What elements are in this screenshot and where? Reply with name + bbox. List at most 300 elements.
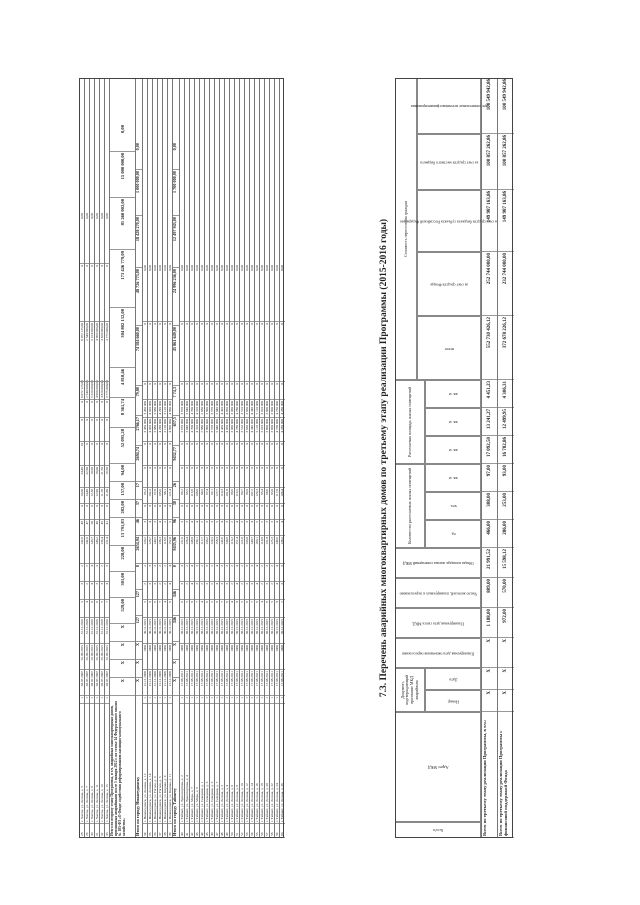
table-cell: 1 [245, 696, 250, 704]
table-cell: 127 [136, 616, 143, 642]
table-cell: 3 450 000 [143, 418, 148, 442]
table-cell: 0 [195, 322, 200, 382]
table-cell: 152,0 [168, 536, 173, 564]
table-cell: 4 [280, 520, 285, 536]
table-cell: 0 [210, 466, 215, 488]
table-cell: 0 [158, 466, 163, 488]
table-cell: 106,4 [280, 488, 285, 504]
table-cell: г. Ханты, ул. Лесная, д. 13 [100, 704, 105, 824]
col-cost-fond [417, 252, 481, 316]
table-cell: г. Тайшет, ул. Лесная, д. 24 [275, 704, 280, 824]
table-cell: 0 [190, 322, 195, 382]
table-cell: 108,0 [195, 488, 200, 504]
table-cell: 96 [173, 518, 180, 536]
table-cell: 0 [90, 442, 95, 466]
table-cell: 17.08.2011 [235, 670, 240, 696]
table-cell: 0 [90, 400, 95, 418]
table-cell: 529,00 [110, 598, 136, 624]
table-cell: 0 [260, 504, 265, 520]
table-cell: 3 600 000 [270, 400, 275, 418]
table-cell: 43 [195, 824, 200, 838]
col-plan-text: Планируемая дата окончания переселения [401, 651, 475, 657]
table-cell: 0 [275, 504, 280, 520]
table-cell: 1000 [280, 644, 285, 670]
table-cell: 0 [265, 466, 270, 488]
table-cell: 0 [265, 442, 270, 466]
table-cell: 0 [85, 504, 90, 520]
table-cell: 0 [95, 400, 100, 418]
table-cell: 0 [148, 466, 153, 488]
table-cell: 50 [230, 824, 235, 838]
table-cell: 1 [255, 696, 260, 704]
table-cell: 3 880 000 [153, 418, 158, 442]
table-cell: 17.08.2011 [195, 670, 200, 696]
table-cell: 17.08.2011 [240, 670, 245, 696]
table-cell: 0 [195, 442, 200, 466]
table-cell: 17.08.2011 [245, 670, 250, 696]
table-cell: 0 [245, 322, 250, 382]
table-cell: 657,5 [173, 416, 180, 446]
group-label: Итого по городу Тайшету [173, 696, 180, 838]
table-row [162, 78, 168, 838]
table-cell: г. Нижнеудинск, ул. Ленина, д. 12 [143, 704, 148, 824]
table-cell: 4 [190, 564, 195, 582]
table-cell: 6 [153, 600, 158, 618]
table-cell: 2 [260, 564, 265, 582]
table-cell: 3 [205, 564, 210, 582]
table-cell: 140,2 [95, 536, 100, 564]
table-cell: 0,00 [163, 264, 168, 322]
table-cell: 131,6 [180, 536, 185, 564]
table-cell: 3 [148, 564, 153, 582]
table-cell: 1 [205, 696, 210, 704]
table-cell: 128,7 [148, 536, 153, 564]
table-cell: 0,00 [148, 264, 153, 322]
table-cell: X [110, 660, 136, 678]
col-pl-a [425, 436, 481, 464]
table-cell: 99,2 [180, 488, 185, 504]
table-cell: 140,5 [153, 536, 158, 564]
table-cell: 151,4 [235, 536, 240, 564]
table-cell: 17.08.2011 [190, 670, 195, 696]
table-cell: 31 [95, 824, 100, 838]
table-cell: 3 [225, 564, 230, 582]
table-cell: 4 [163, 600, 168, 618]
table-cell: 4 780 000 [235, 400, 240, 418]
table-cell: 1 [95, 696, 100, 704]
table-cell: 03.07.2007 [100, 670, 105, 696]
table-cell: 0 [195, 466, 200, 488]
table-cell: 3 640 000 [185, 400, 190, 418]
table-cell: 0 [185, 322, 190, 382]
table-cell: 1 [100, 696, 105, 704]
table-cell: 4 [90, 582, 95, 600]
table-cell: 3 570 000 [210, 418, 215, 442]
table-cell: 47 [85, 520, 90, 536]
table-cell: 143,7 [90, 536, 95, 564]
table-cell: 3 [105, 564, 110, 582]
table-cell: 93,00 [498, 464, 514, 492]
table-cell: 0,00 [235, 264, 240, 322]
table-cell: 0 [105, 442, 110, 466]
table-cell: 4 [235, 520, 240, 536]
group-total-row [172, 78, 180, 838]
table-cell: 228,00 [110, 546, 136, 572]
table-cell: 31.12.2016 [95, 618, 100, 644]
table-cell: 0 [230, 442, 235, 466]
table-cell: г. Тайшет, ул. Северная, д. 3 [205, 704, 210, 824]
table-cell: 30.12.2015 [275, 618, 280, 644]
table-cell: 35 [148, 824, 153, 838]
col-cost-fond-text: за счет средств Фонда [430, 282, 468, 288]
table-cell: 10,00 [80, 488, 85, 504]
table-cell: 8 361,74 [110, 398, 136, 428]
table-cell: 0 [100, 504, 105, 520]
table-cell: 3 900 000 [265, 418, 270, 442]
table-cell: 30.12.2015 [210, 618, 215, 644]
table-cell: 8 [275, 600, 280, 618]
table-cell: 1000 [270, 644, 275, 670]
table-cell: 17.08.2011 [225, 670, 230, 696]
table-cell: 0,00 [105, 212, 110, 264]
table-cell: 1000 [240, 644, 245, 670]
table-cell: 85,4 [260, 488, 265, 504]
table-cell: 3 [185, 520, 190, 536]
table-cell: 1 [148, 696, 153, 704]
table-cell: 0 [190, 382, 195, 400]
table-row [104, 78, 110, 838]
table-cell: 1 [280, 696, 285, 704]
table-row [84, 78, 90, 838]
table-cell: 372 678 226,12 [498, 316, 514, 380]
table-cell: 2 [85, 564, 90, 582]
table-cell: 0 [270, 382, 275, 400]
table-cell: 127,7 [215, 488, 220, 504]
table-cell: 0 [230, 504, 235, 520]
table-cell: 0 [250, 504, 255, 520]
table-cell: 0 [153, 322, 158, 382]
table-cell: 5 [210, 600, 215, 618]
table-cell: 0 [225, 442, 230, 466]
table-cell: 0 [240, 442, 245, 466]
table-cell: 03.07.2007 [105, 670, 110, 696]
table-cell: 0 [85, 400, 90, 418]
table-cell: 1000 [185, 644, 190, 670]
table-cell: 119,5 [235, 488, 240, 504]
table-row [209, 78, 215, 838]
table-cell: 3 120 000 [163, 400, 168, 418]
table-cell: 1000 [220, 644, 225, 670]
table-cell: 0 [100, 400, 105, 418]
table-cell: 5 [185, 600, 190, 618]
table-cell: 45 861 649,00 [173, 326, 180, 386]
table-cell: 93,0 [270, 488, 275, 504]
table-cell: 3 820 000,00 [100, 380, 104, 398]
table-cell: 0 [215, 504, 220, 520]
bottom-table [395, 78, 545, 838]
table-cell: 0 [85, 418, 90, 442]
table-cell: 36 [153, 824, 158, 838]
table-cell: 0,00 [90, 212, 95, 264]
table-cell: 30.12.2015 [280, 618, 285, 644]
table-cell: 6 [225, 600, 230, 618]
table-cell: 32 [100, 824, 105, 838]
table-cell: 34 [143, 824, 148, 838]
table-cell: 01.06.2015 [105, 644, 110, 670]
col-doc-date-text: Дата [449, 677, 457, 683]
table-cell: 30.12.2015 [250, 618, 255, 644]
table-cell: 53 [245, 824, 250, 838]
table-cell: 51 [235, 824, 240, 838]
table-cell: 3 930 000 [245, 400, 250, 418]
table-cell: 0 [105, 504, 110, 520]
table-cell: 03.07.2007 [95, 670, 100, 696]
table-cell: 286,00 [498, 520, 514, 548]
table-cell: 3 820 000,00 [100, 322, 105, 382]
table-cell: 131,8 [265, 536, 270, 564]
table-cell: 4 [200, 600, 205, 618]
table-cell: 03.07.2007 [85, 670, 90, 696]
table-cell: 118,9 [163, 536, 168, 564]
table-row [179, 78, 185, 838]
table-cell: 1000 [275, 644, 280, 670]
table-cell: 0 [275, 442, 280, 466]
table-cell: 308,00 [482, 492, 498, 520]
col-plan [395, 638, 481, 668]
table-cell: 149,6 [275, 536, 280, 564]
table-cell: 41 [105, 520, 110, 536]
table-cell: 0 [80, 504, 85, 520]
table-cell: 3 [80, 582, 85, 600]
table-cell: 9432,77 [173, 446, 180, 482]
table-cell: 17 092,50 [482, 436, 498, 464]
table-cell: 48 [80, 520, 85, 536]
table-cell: 0 [225, 322, 230, 382]
table-cell: 4 [168, 564, 173, 582]
table-cell: 3 060 000 [230, 418, 235, 442]
table-cell: 45 [205, 824, 210, 838]
table-cell: 552 730 426,12 [482, 316, 498, 380]
table-cell: 1 [105, 696, 110, 704]
table-cell: 1000 [225, 644, 230, 670]
table-cell: 0 [153, 442, 158, 466]
table-cell: 4 [190, 582, 195, 600]
table-cell: 58 [270, 824, 275, 838]
table-cell: 30 [173, 500, 180, 518]
table-cell: 0 [185, 382, 190, 400]
table-cell: 0,00 [153, 264, 158, 322]
table-cell: 3 640 000 [185, 418, 190, 442]
table-cell: 0 [205, 382, 210, 400]
table-cell: 6 072 125,00 [80, 380, 84, 398]
table-cell: 0 [200, 466, 205, 488]
page-title: 7.3. Перечень аварийных многоквартирных домов по третьему этапу реализации Программы (2015-2016 годы) [379, 218, 389, 698]
table-cell: 4 340 000 [250, 418, 255, 442]
table-row [279, 78, 285, 838]
table-cell: г. Тайшет, ул. Лесная, д. 10 [240, 704, 245, 824]
col-pl-a-text: кв. м [448, 448, 458, 454]
table-cell: 466,00 [482, 520, 498, 548]
table-cell: 158,3 [215, 536, 220, 564]
table-cell: 1 [270, 696, 275, 704]
table-cell: г. Тайшет, ул. Лесная, д. 26 [280, 704, 285, 824]
table-cell: 1000 [180, 644, 185, 670]
table-cell: 110,3 [220, 488, 225, 504]
col-doc-num-text: Номер [447, 699, 459, 705]
table-cell: 0,00 [195, 264, 200, 322]
table-cell: 5 [80, 600, 85, 618]
table-cell: 17.08.2011 [220, 670, 225, 696]
table-cell: 3 [95, 564, 100, 582]
table-cell: 1 [240, 696, 245, 704]
table-cell: 0 [220, 504, 225, 520]
table-cell: 0,00 [280, 264, 285, 322]
table-cell: 24 996 236,00 [173, 268, 180, 326]
table-cell: 3 [153, 582, 158, 600]
table-cell: 0 [136, 564, 143, 590]
table-cell: 3 [280, 582, 285, 600]
table-cell: 01.06.2015 [100, 644, 105, 670]
table-cell: 4 340 000 [250, 400, 255, 418]
table-row [94, 78, 100, 838]
table-cell: 5 [270, 600, 275, 618]
table-cell: 0 [200, 322, 205, 382]
table-cell: 0,00 [95, 212, 100, 264]
table-cell: 0,00 [275, 264, 280, 322]
table-cell: 31.12.2016 [105, 618, 110, 644]
table-cell: г. Нижнеудинск, ул. Кирова, д. 11 [168, 704, 173, 824]
table-cell: 17.08.2011 [260, 670, 265, 696]
table-cell: 0 [195, 382, 200, 400]
table-cell: 0 [250, 322, 255, 382]
table-cell: 0 [210, 504, 215, 520]
table-cell: 0 [143, 442, 148, 466]
table-cell: 0 [95, 442, 100, 466]
table-cell: 37 [136, 500, 143, 518]
table-cell: 126,4 [185, 536, 190, 564]
table-cell: 7 [280, 600, 285, 618]
table-cell: 0 [265, 322, 270, 382]
table-cell: 0 [168, 504, 173, 520]
table-cell: 0 [168, 322, 173, 382]
table-cell: X [498, 668, 514, 690]
table-cell: 0,00 [240, 264, 245, 322]
table-cell: 0 [255, 466, 260, 488]
table-cell: 0 [158, 442, 163, 466]
table-cell: 1 [215, 696, 220, 704]
table-cell: 2 [210, 564, 215, 582]
table-cell: 0 [158, 322, 163, 382]
table-cell: г. Тайшет, ул. Лесная, д. 18 [260, 704, 265, 824]
table-cell: X [173, 660, 180, 678]
table-cell: 6 [205, 600, 210, 618]
table-cell: 0,00 [215, 264, 220, 322]
table-cell: 0 [220, 322, 225, 382]
table-cell: 4 [158, 520, 163, 536]
table-cell: г. Тайшет, ул. Мира, д. 9 [195, 704, 200, 824]
table-cell: 131,4 [105, 536, 110, 564]
table-cell: 30.12.2015 [245, 618, 250, 644]
table-cell: 0 [105, 264, 110, 322]
table-cell: 03.07.2007 [80, 670, 85, 696]
table-cell: 1 [195, 696, 200, 704]
table-cell: 0,00 [200, 264, 205, 322]
table-cell: 0 [260, 322, 265, 382]
table-cell: 120,2 [143, 536, 148, 564]
table-cell: 5 224 000,00 [90, 380, 94, 398]
table-cell: 47 [215, 824, 220, 838]
table-cell: 0 [90, 504, 95, 520]
table-cell: 4 [260, 600, 265, 618]
table-cell: 48 [220, 824, 225, 838]
table-row [254, 78, 260, 838]
table-cell: 3 600 000 [270, 418, 275, 442]
table-cell: 30.12.2015 [195, 618, 200, 644]
table-cell: 0 [240, 382, 245, 400]
table-cell: г. Тайшет, ул. Лесная, д. 4 [225, 704, 230, 824]
table-cell: 9435,96 [173, 536, 180, 564]
col-cost [395, 78, 417, 380]
table-cell: X [482, 638, 498, 668]
table-cell: 142,6 [80, 536, 85, 564]
table-cell: 4 [275, 520, 280, 536]
table-cell: 0,00 [190, 264, 195, 322]
table-cell: 94,00 [110, 464, 136, 482]
table-cell: 56 [260, 824, 265, 838]
table-row [274, 78, 280, 838]
col-ploshad-text: Расселяемая площадь жилых помещений [406, 386, 412, 458]
table-cell: г. Тайшет, ул. Лесная, д. 12 [245, 704, 250, 824]
table-cell: г. Тайшет, ул. Лесная, д. 20 [265, 704, 270, 824]
table-cell: 5 110 000 [255, 400, 260, 418]
table-cell: 1000 [260, 644, 265, 670]
table-cell: 4 [148, 520, 153, 536]
table-cell: 4 [250, 520, 255, 536]
table-cell: 30.12.2015 [235, 618, 240, 644]
table-cell: 0,00 [260, 264, 265, 322]
table-cell: 3 [180, 564, 185, 582]
table-cell: 4 280 000 [280, 418, 285, 442]
table-cell: 157,00 [110, 482, 136, 500]
table-cell: 01.06.2015 [95, 644, 100, 670]
table-cell: 0 [235, 322, 240, 382]
table-cell: 3 970 000 [180, 418, 185, 442]
table-cell: 0 [185, 466, 190, 488]
table-cell: 21.12.2009 [148, 670, 153, 696]
col-rooms-a [425, 520, 481, 548]
table-cell: 30.12.2015 [180, 618, 185, 644]
table-cell: 8 [235, 600, 240, 618]
table-cell: 0 [148, 322, 153, 382]
top-table-frame [79, 78, 284, 838]
table-cell: 4 700 000 [190, 400, 195, 418]
table-row [269, 78, 275, 838]
table-cell: 116,9 [190, 488, 195, 504]
table-cell: 125,3 [270, 536, 275, 564]
table-cell: 3 [225, 520, 230, 536]
table-cell: 1 [200, 696, 205, 704]
table-cell: 46 [136, 518, 143, 536]
table-cell: 5 040 000 [215, 418, 220, 442]
col-people [395, 578, 481, 608]
table-cell: X [173, 642, 180, 660]
top-table [79, 78, 284, 838]
table-cell: 1000 [195, 644, 200, 670]
table-cell: 6 [180, 600, 185, 618]
table-cell: 3 [195, 582, 200, 600]
total-label: Всего по третьему этапу реализации Программы с финансовой поддержкой Фонда [498, 712, 514, 838]
table-row [79, 78, 85, 838]
